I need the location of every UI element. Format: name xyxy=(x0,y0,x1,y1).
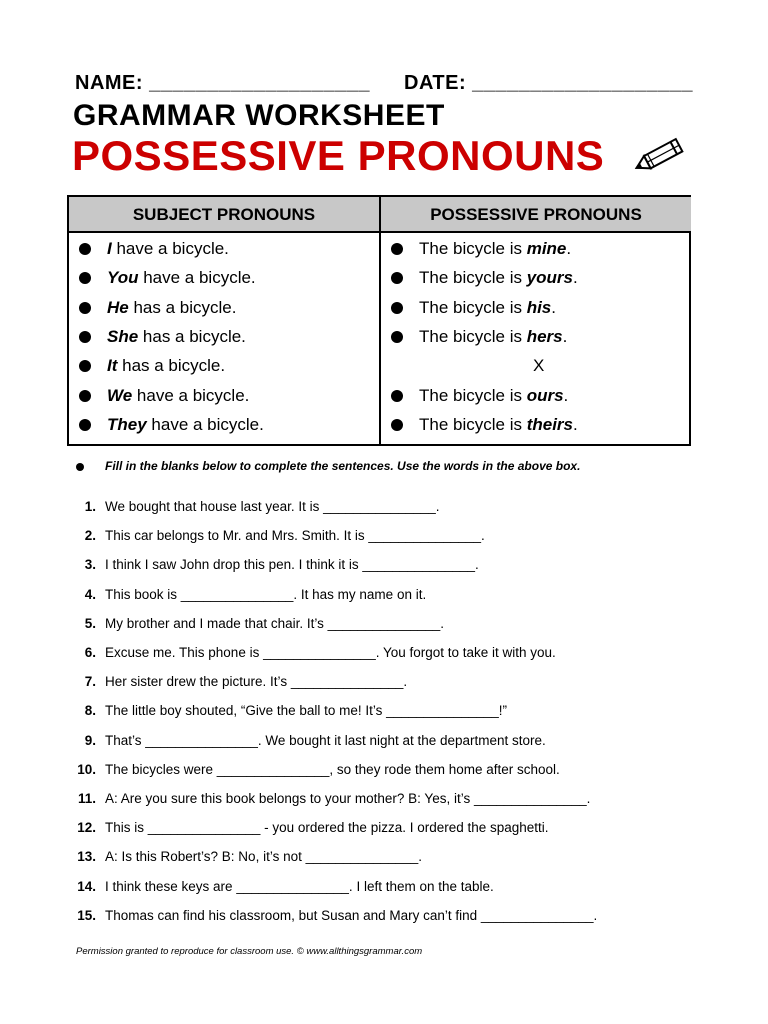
date-field-label: DATE: ___________________ xyxy=(404,72,694,94)
subject-pronoun: He xyxy=(107,297,129,317)
bullet-icon xyxy=(79,360,91,372)
question-number: 2. xyxy=(84,528,96,544)
question-text: We bought that house last year. It is _______________. xyxy=(105,499,440,514)
subject-pronoun-sentence xyxy=(107,267,256,289)
question-text: The bicycles were _______________, so they rode them home after school. xyxy=(105,761,560,777)
no-possessive-mark: X xyxy=(533,356,545,376)
possessive-pronouns-column xyxy=(381,197,691,444)
sentence-rest: have a bicycle. xyxy=(138,268,256,288)
bullet-icon xyxy=(391,272,403,284)
possessive-pronoun-sentence xyxy=(419,326,567,348)
possessive-pronoun: ours xyxy=(526,385,564,405)
bullet-icon xyxy=(391,390,403,402)
question-text: This car belongs to Mr. and Mrs. Smith. It is _______________. xyxy=(105,528,485,544)
bullet-icon xyxy=(79,390,91,402)
bullet-icon xyxy=(391,331,403,343)
question-text: This is _______________ - you ordered the pizza. I ordered the spaghetti. xyxy=(105,820,549,836)
worksheet-subtitle: GRAMMAR WORKSHEET xyxy=(73,99,445,132)
subject-pronoun: She xyxy=(107,326,139,346)
question-text: My brother and I made that chair. It’s _______________. xyxy=(105,615,444,631)
sentence-lead: The bicycle is xyxy=(419,268,527,288)
possessive-pronoun: mine xyxy=(526,239,567,258)
sentence-rest: has a bicycle. xyxy=(138,326,246,346)
question-number: 7. xyxy=(84,674,96,690)
instructions: Fill in the blanks below to complete the sentences. Use the words in the above box. xyxy=(105,459,581,473)
question-number: 15. xyxy=(77,907,96,923)
subject-pronoun: It xyxy=(107,356,118,376)
subject-pronoun-sentence xyxy=(107,326,246,348)
possessive-pronoun-sentence xyxy=(419,414,578,436)
sentence-lead: The bicycle is xyxy=(419,297,527,317)
possessive-pronoun-sentence xyxy=(419,297,556,319)
sentence-lead: The bicycle is xyxy=(419,385,527,405)
bullet-icon xyxy=(79,272,91,284)
question-text: A: Are you sure this book belongs to your mother? B: Yes, it’s _______________. xyxy=(105,791,591,806)
question-number: 5. xyxy=(84,615,96,631)
subject-pronoun-sentence xyxy=(107,297,236,319)
possessive-pronoun-sentence xyxy=(419,267,578,289)
question-number: 4. xyxy=(84,586,96,602)
question-number: 3. xyxy=(84,557,96,573)
sentence-lead: The bicycle is xyxy=(419,239,527,258)
subject-pronouns-header: SUBJECT PRONOUNS xyxy=(69,197,379,233)
sentence-rest: have a bicycle. xyxy=(132,385,250,405)
sentence-rest: have a bicycle. xyxy=(111,239,229,258)
possessive-pronoun: hers xyxy=(526,326,563,346)
sentence-rest: have a bicycle. xyxy=(146,414,264,434)
subject-pronoun-sentence xyxy=(107,238,229,260)
possessive-pronoun-sentence xyxy=(419,385,568,407)
question-number: 13. xyxy=(77,849,96,865)
name-field-label: NAME: ___________________ xyxy=(75,72,370,94)
subject-pronoun: They xyxy=(107,414,147,434)
pencil-icon xyxy=(632,136,690,176)
question-number: 11. xyxy=(77,791,96,806)
sentence-lead: The bicycle is xyxy=(419,326,527,346)
sentence-tail: . xyxy=(573,414,578,434)
pronoun-table xyxy=(67,195,691,446)
question-text: The little boy shouted, “Give the ball to me! It’s _______________!” xyxy=(105,703,508,719)
possessive-pronoun: theirs xyxy=(526,414,573,434)
worksheet-title: POSSESSIVE PRONOUNS xyxy=(72,132,605,179)
question-text: I think I saw John drop this pen. I think it is _______________. xyxy=(105,557,479,573)
question-number: 10. xyxy=(77,761,96,777)
possessive-pronoun-sentence xyxy=(419,238,571,260)
question-text: A: Is this Robert’s? B: No, it’s not _______________. xyxy=(105,849,422,865)
sentence-tail: . xyxy=(573,268,578,288)
bullet-icon xyxy=(79,302,91,314)
question-number: 14. xyxy=(77,878,96,894)
bullet-icon xyxy=(79,331,91,343)
sentence-lead: The bicycle is xyxy=(419,414,527,434)
question-text: Her sister drew the picture. It’s _______________. xyxy=(105,674,408,690)
subject-pronoun-sentence xyxy=(107,385,249,407)
footer-credit: Permission granted to reproduce for classroom use. © www.allthingsgrammar.com xyxy=(76,946,423,957)
subject-pronoun: I xyxy=(107,239,112,258)
possessive-pronouns-header: POSSESSIVE PRONOUNS xyxy=(381,197,691,233)
question-text: Excuse me. This phone is _______________. You forgot to take it with you. xyxy=(105,645,556,660)
sentence-rest: has a bicycle. xyxy=(117,356,226,376)
question-number: 12. xyxy=(77,820,96,836)
subject-pronoun: You xyxy=(107,268,139,288)
bullet-icon xyxy=(391,419,403,431)
question-text: Thomas can find his classroom, but Susan and Mary can’t find _______________. xyxy=(105,907,598,923)
question-number: 1. xyxy=(84,499,96,514)
bullet-icon xyxy=(391,302,403,314)
subject-pronoun-sentence xyxy=(107,414,264,436)
bullet-icon xyxy=(79,419,91,431)
bullet-icon xyxy=(79,243,91,255)
subject-pronoun-sentence xyxy=(107,355,225,377)
sentence-tail: . xyxy=(563,385,569,405)
sentence-tail: . xyxy=(551,297,556,317)
question-text: I think these keys are _______________. I left them on the table. xyxy=(105,878,494,894)
question-number: 8. xyxy=(84,703,96,719)
sentence-tail: . xyxy=(566,239,572,258)
possessive-pronoun: yours xyxy=(526,268,573,288)
bullet-icon xyxy=(391,243,403,255)
question-text: That’s _______________. We bought it last night at the department store. xyxy=(105,732,546,748)
question-number: 6. xyxy=(84,645,96,660)
question-number: 9. xyxy=(84,732,96,748)
subject-pronoun: We xyxy=(107,385,133,405)
question-text: This book is _______________. It has my name on it. xyxy=(105,586,427,602)
sentence-rest: has a bicycle. xyxy=(128,297,237,317)
sentence-tail: . xyxy=(562,326,568,346)
subject-pronouns-column xyxy=(69,197,381,444)
bullet-icon xyxy=(76,463,84,471)
possessive-pronoun: his xyxy=(526,297,552,317)
